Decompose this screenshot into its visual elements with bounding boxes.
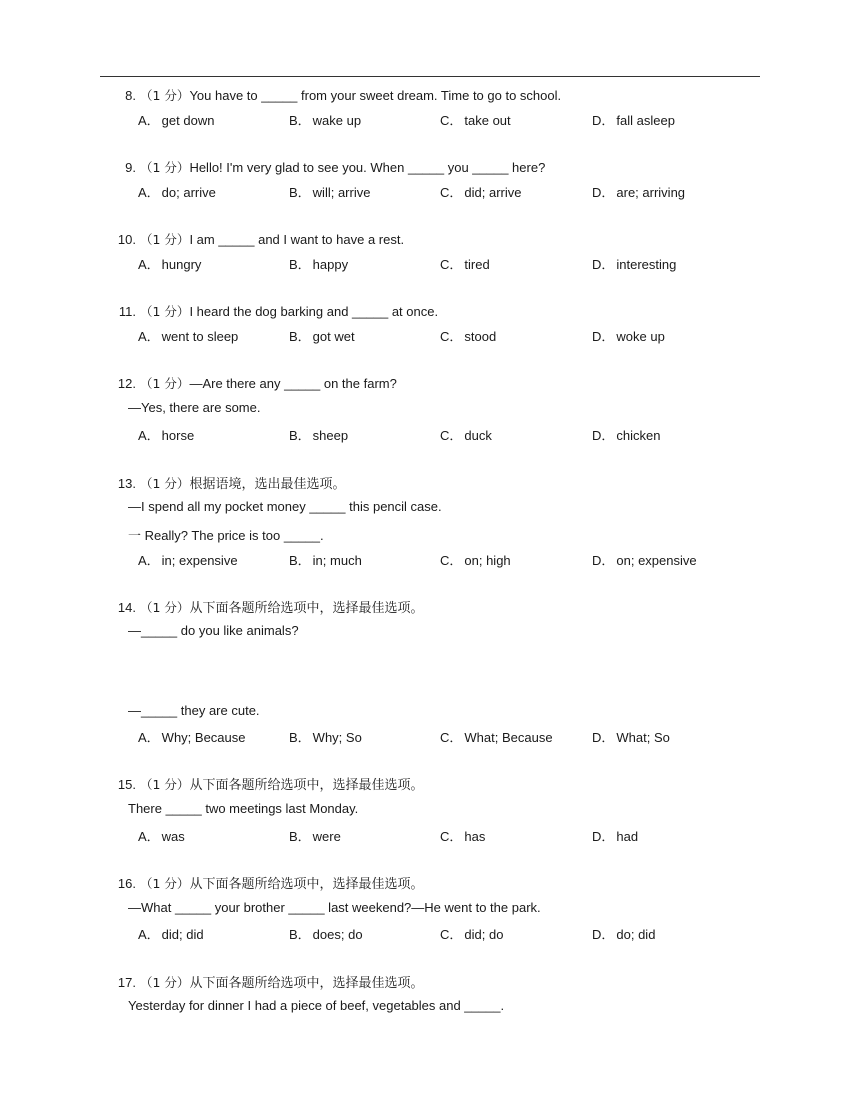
question-score: （1 分） bbox=[140, 600, 190, 615]
option-a[interactable]: A． do; arrive bbox=[138, 185, 216, 200]
question-stem bbox=[106, 473, 345, 492]
option-d[interactable]: D． had bbox=[592, 829, 639, 844]
question-score: （1 分） bbox=[140, 160, 190, 175]
question-text: You have to _____ from your sweet dream. Time to go to school. bbox=[189, 88, 562, 103]
question-line: —_____ do you like animals? bbox=[128, 623, 299, 638]
option-d[interactable]: D． interesting bbox=[592, 257, 677, 272]
question-score: （1 分） bbox=[140, 476, 190, 491]
option-d[interactable]: D． on; expensive bbox=[592, 553, 697, 568]
question-score: （1 分） bbox=[140, 975, 190, 990]
question-text: 从下面各题所给选项中，选择最佳选项。 bbox=[189, 600, 424, 615]
option-d[interactable]: D． do; did bbox=[592, 927, 656, 942]
question-text: I am _____ and I want to have a rest. bbox=[189, 232, 405, 247]
question-text: 从下面各题所给选项中，选择最佳选项。 bbox=[189, 876, 424, 891]
option-b[interactable]: B． in; much bbox=[289, 553, 362, 568]
question-score: （1 分） bbox=[140, 876, 190, 891]
option-b[interactable]: B． does; do bbox=[289, 927, 363, 942]
question-line: Yesterday for dinner I had a piece of beef, vegetables and _____. bbox=[128, 998, 505, 1013]
question-text: 从下面各题所给选项中，选择最佳选项。 bbox=[189, 777, 424, 792]
question-stem bbox=[106, 972, 423, 991]
question-number: 15. bbox=[117, 777, 136, 792]
option-b[interactable]: B． were bbox=[289, 829, 341, 844]
options-row bbox=[138, 254, 758, 272]
question-number: 9. bbox=[125, 160, 136, 175]
question-text: 从下面各题所给选项中，选择最佳选项。 bbox=[189, 975, 424, 990]
question-line: There _____ two meetings last Monday. bbox=[128, 801, 359, 816]
question-number: 13. bbox=[117, 476, 136, 491]
option-d[interactable]: D． woke up bbox=[592, 329, 665, 344]
question-line: —What _____ your brother _____ last weekend?—He went to the park. bbox=[128, 900, 541, 915]
question-number: 16. bbox=[117, 876, 136, 891]
question-score: （1 分） bbox=[140, 777, 190, 792]
option-a[interactable]: A． horse bbox=[138, 428, 195, 443]
question-number: 12. bbox=[117, 376, 136, 391]
question-stem bbox=[106, 774, 423, 793]
option-a[interactable]: A． get down bbox=[138, 113, 215, 128]
option-d[interactable]: D． are; arriving bbox=[592, 185, 686, 200]
options-row bbox=[138, 826, 758, 844]
question-stem bbox=[106, 230, 404, 248]
question-number: 10. bbox=[117, 232, 136, 247]
option-c[interactable]: C． has bbox=[440, 829, 486, 844]
option-b[interactable]: B． sheep bbox=[289, 428, 349, 443]
question-line: —Yes, there are some. bbox=[128, 400, 261, 415]
question-stem bbox=[106, 302, 438, 320]
question-stem bbox=[106, 597, 423, 616]
question-line: —_____ they are cute. bbox=[128, 703, 260, 718]
question-text: 根据语境，选出最佳选项。 bbox=[189, 476, 346, 491]
option-b[interactable]: B． Why; So bbox=[289, 730, 362, 745]
question-number: 14. bbox=[117, 600, 136, 615]
question-stem bbox=[106, 158, 545, 176]
option-d[interactable]: D． What; So bbox=[592, 730, 670, 745]
question-score: （1 分） bbox=[140, 232, 190, 247]
options-row bbox=[138, 425, 758, 443]
question-number: 11. bbox=[118, 304, 136, 319]
question-stem bbox=[106, 873, 423, 892]
option-a[interactable]: A． did; did bbox=[138, 927, 204, 942]
options-row bbox=[138, 182, 758, 200]
question-stem bbox=[106, 374, 397, 392]
question-number: 8. bbox=[125, 88, 136, 103]
option-d[interactable]: D． fall asleep bbox=[592, 113, 675, 128]
option-a[interactable]: A． was bbox=[138, 829, 185, 844]
option-c[interactable]: C． take out bbox=[440, 113, 511, 128]
option-c[interactable]: C． What; Because bbox=[440, 730, 553, 745]
option-b[interactable]: B． will; arrive bbox=[289, 185, 371, 200]
option-c[interactable]: C． on; high bbox=[440, 553, 511, 568]
option-d[interactable]: D． chicken bbox=[592, 428, 661, 443]
options-row bbox=[138, 550, 758, 568]
question-text: Hello! I'm very glad to see you. When _____ you _____ here? bbox=[189, 160, 546, 175]
option-b[interactable]: B． wake up bbox=[289, 113, 362, 128]
option-b[interactable]: B． got wet bbox=[289, 329, 355, 344]
question-score: （1 分） bbox=[140, 88, 190, 103]
question-line: —I spend all my pocket money _____ this pencil case. bbox=[128, 499, 442, 514]
question-score: （1 分） bbox=[140, 304, 190, 319]
option-c[interactable]: C． duck bbox=[440, 428, 492, 443]
question-line: 一 Really? The price is too _____. bbox=[128, 528, 324, 543]
option-a[interactable]: A． in; expensive bbox=[138, 553, 238, 568]
option-a[interactable]: A． Why; Because bbox=[138, 730, 246, 745]
options-row bbox=[138, 727, 758, 745]
option-a[interactable]: A． hungry bbox=[138, 257, 202, 272]
question-number: 17. bbox=[117, 975, 136, 990]
option-c[interactable]: C． tired bbox=[440, 257, 490, 272]
question-score: （1 分） bbox=[140, 376, 190, 391]
option-b[interactable]: B． happy bbox=[289, 257, 349, 272]
option-a[interactable]: A． went to sleep bbox=[138, 329, 239, 344]
option-c[interactable]: C． did; arrive bbox=[440, 185, 522, 200]
option-c[interactable]: C． stood bbox=[440, 329, 497, 344]
question-text: —Are there any _____ on the farm? bbox=[189, 376, 397, 391]
options-row bbox=[138, 326, 758, 344]
question-stem bbox=[106, 86, 561, 104]
option-c[interactable]: C． did; do bbox=[440, 927, 504, 942]
header-rule bbox=[100, 76, 760, 77]
options-row bbox=[138, 110, 758, 128]
options-row bbox=[138, 924, 758, 942]
question-text: I heard the dog barking and _____ at once. bbox=[189, 304, 439, 319]
